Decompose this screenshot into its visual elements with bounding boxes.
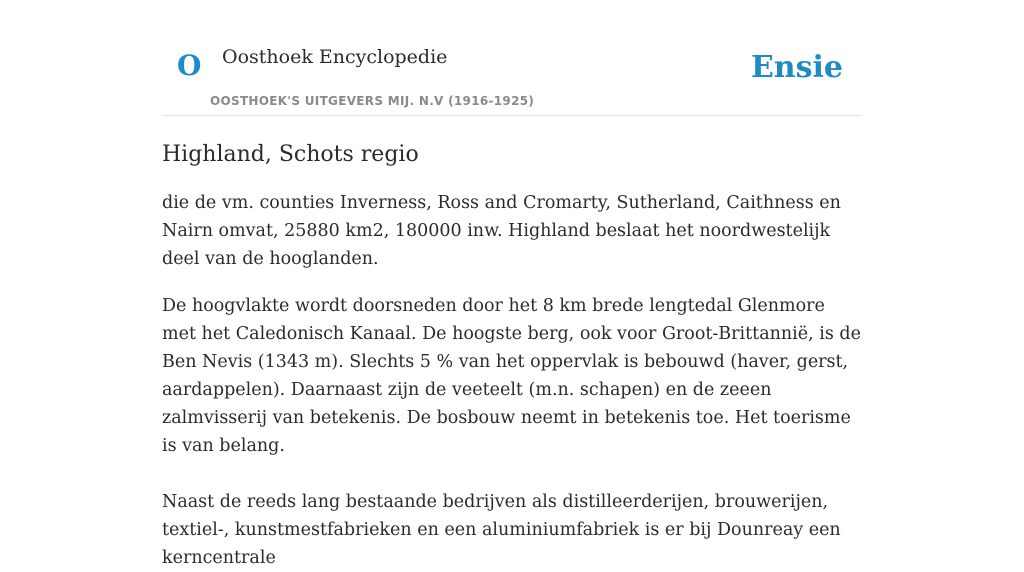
entry-paragraph-1: die de vm. counties Inverness, Ross and Cromarty, Sutherland, Caithness en Nairn omvat, 25880 km2, 180000 inw. Highland beslaat het noordwestelijk deel van de hooglanden. — [162, 192, 841, 269]
site-title[interactable]: Oosthoek Encyclopedie — [222, 46, 448, 68]
publisher-label: OOSTHOEK'S UITGEVERS MIJ. N.V (1916-1925) — [210, 94, 535, 108]
entry-title: Highland, Schots regio — [162, 142, 419, 167]
entry-paragraph-3: Naast de reeds lang bestaande bedrijven als distilleerderijen, brouwerijen, textiel-, kunstmestfabrieken en een aluminiumfabriek is er bij Dounreay een kerncentrale — [162, 491, 841, 568]
brand-logo[interactable]: Ensie — [750, 50, 843, 85]
site-header — [162, 0, 862, 116]
page-container — [162, 0, 862, 572]
entry-paragraph-2: De hoogvlakte wordt doorsneden door het 8 km brede lengtedal Glenmore met het Caledonisch Kanaal. De hoogste berg, ook voor Groot-Brittannië, is de Ben Nevis (1343 m). Slechts 5 % van het oppervlak is bebouwd (haver, gerst, aardappelen). Daarnaast zijn de veeteelt (m.n. schapen) en de zeeen zalmvisserij van betekenis. De bosbouw neemt in betekenis toe. Het toerisme is van belang. — [162, 295, 861, 456]
logo-icon[interactable]: O — [177, 49, 202, 82]
